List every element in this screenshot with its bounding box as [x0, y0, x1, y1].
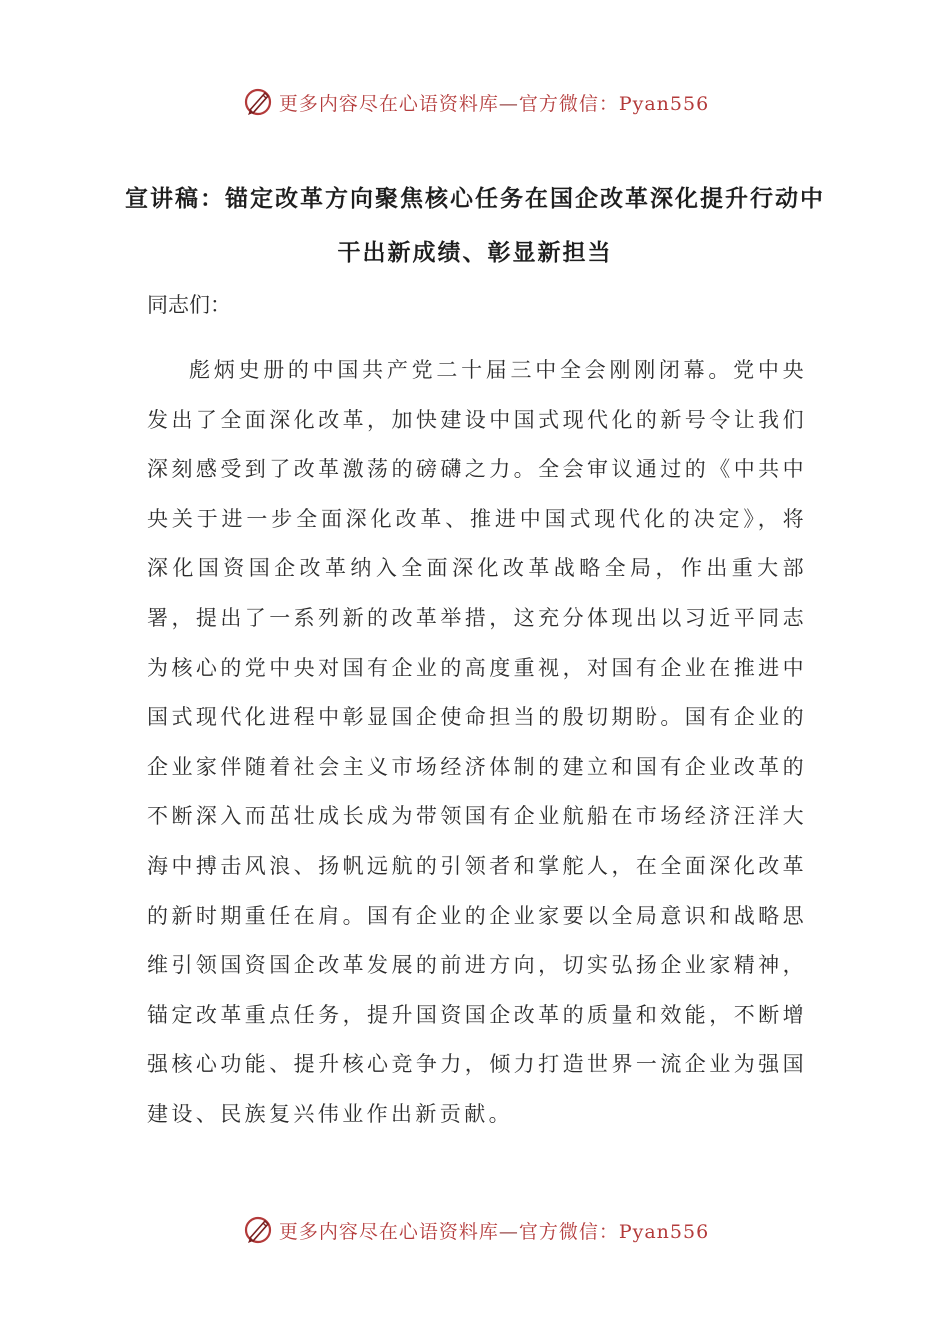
pen-circle-logo-icon	[241, 1213, 275, 1247]
pen-circle-logo-icon	[241, 85, 275, 119]
document-title: 宣讲稿：锚定改革方向聚焦核心任务在国企改革深化提升行动中干出新成绩、彰显新担当	[125, 185, 825, 266]
footer-watermark-banner	[0, 1210, 950, 1250]
header-watermark-banner	[0, 82, 950, 122]
header-banner-text: 更多内容尽在心语资料库—官方微信：Pyan556	[278, 92, 710, 115]
body-paragraph: 彪炳史册的中国共产党二十届三中全会刚刚闭幕。党中央发出了全面深化改革，加快建设中国式现代化的新号令让我们深刻感受到了改革激荡的磅礴之力。全会审议通过的《中共中央关于进一步全面深化改革、推进中国式现代化的决定》，将深化国资国企改革纳入全面深化改革战略全局，作出重大部署，提出了一系列新的改革举措，这充分体现出以习近平同志为核心的党中央对国有企业的高度重视，对国有企业在推进中国式现代化进程中彰显国企使命担当的殷切期盼。国有企业的企业家伴随着社会主义市场经济体制的建立和国有企业改革的不断深入而茁壮成长成为带领国有企业航船在市场经济汪洋大海中搏击风浪、扬帆远航的引领者和掌舵人，在全面深化改革的新时期重任在肩。国有企业的企业家要以全局意识和战略思维引领国资国企改革发展的前进方向，切实弘扬企业家精神，锚定改革重点任务，提升国资国企改革的质量和效能，不断增强核心功能、提升核心竞争力，倾力打造世界一流企业为强国建设、民族复兴伟业作出新贡献。	[147, 358, 807, 1126]
salutation: 同志们：	[147, 293, 231, 317]
footer-banner-text: 更多内容尽在心语资料库—官方微信：Pyan556	[278, 1220, 710, 1243]
